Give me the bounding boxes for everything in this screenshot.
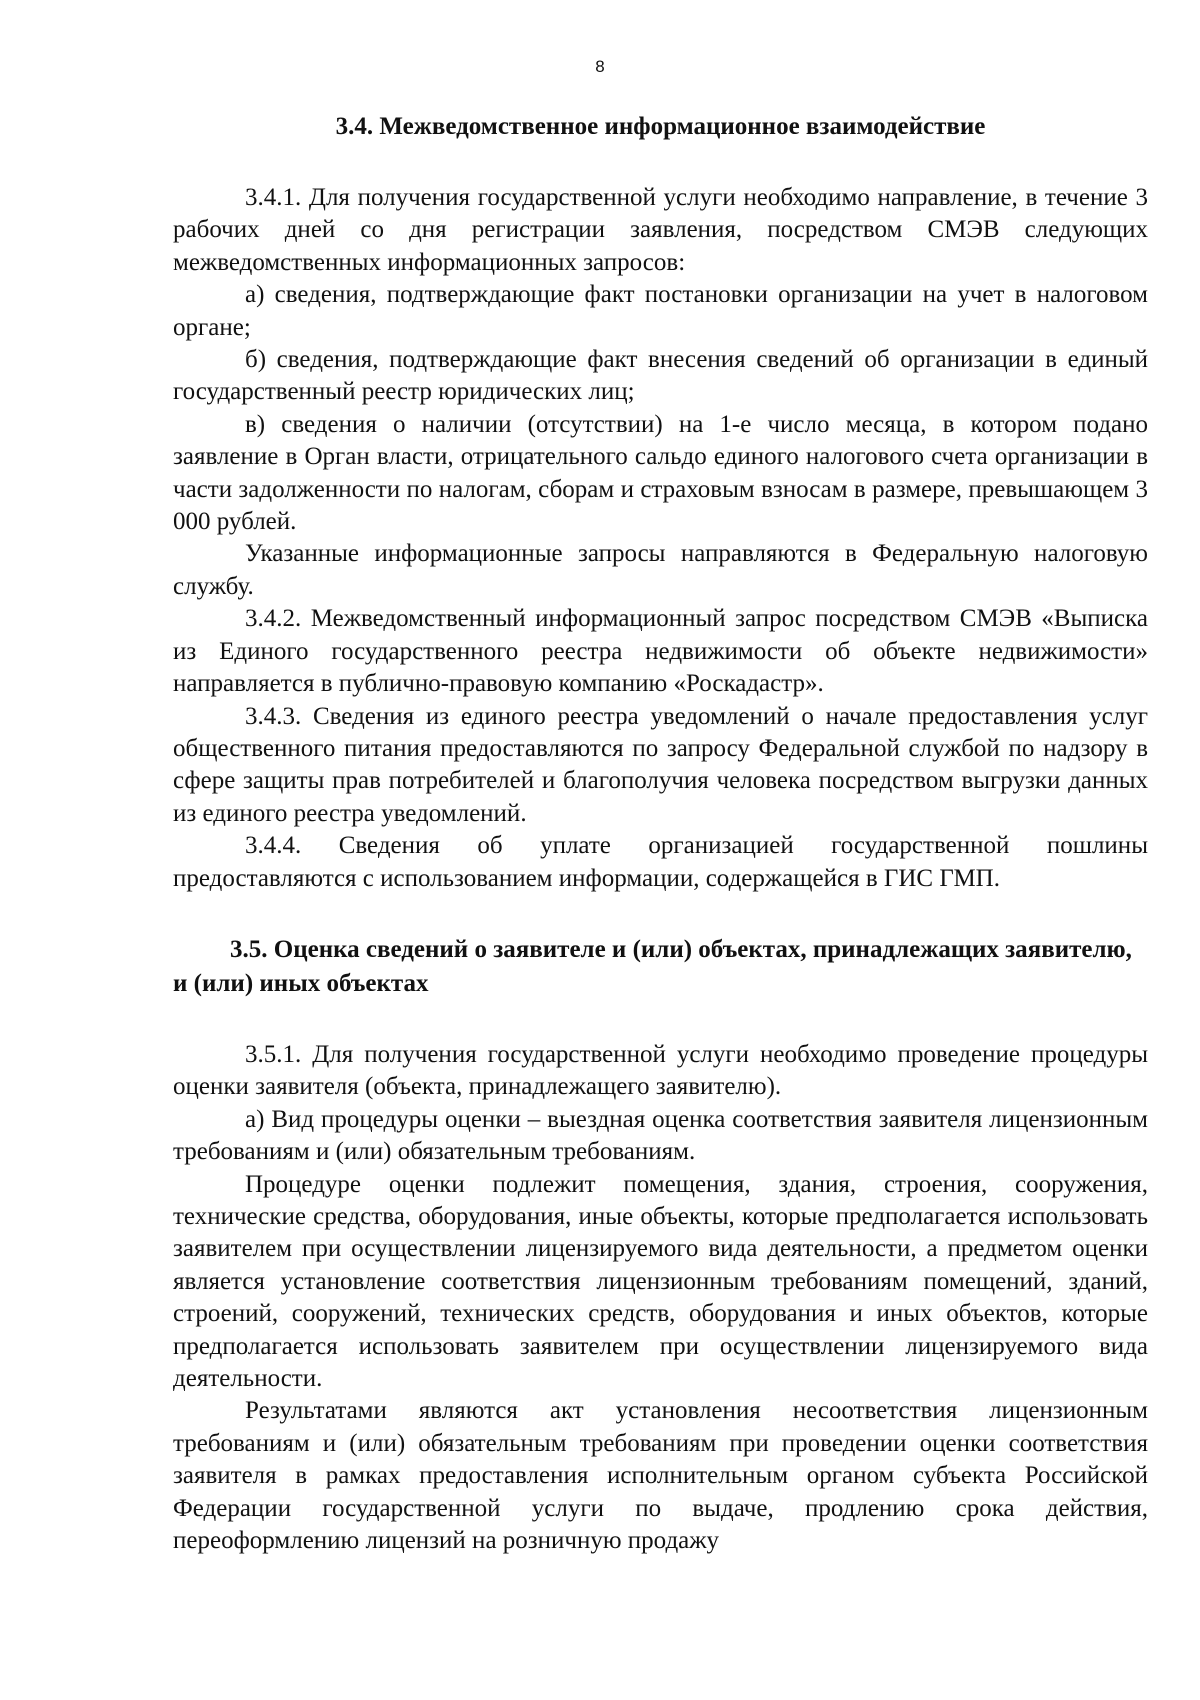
paragraph-3-5-1-a: а) Вид процедуры оценки – выездная оценка соответствия заявителя лицензионным требованиям и (или) обязательным требованиям. <box>173 1105 1148 1166</box>
paragraph-3-4-1-a: а) сведения, подтверждающие факт постановки организации на учет в налоговом органе; <box>173 281 1148 341</box>
paragraph-3-4-1-v: в) сведения о наличии (отсутствии) на 1-е число месяца, в котором подано заявление в Орган власти, отрицательного сальдо единого налогового счета организации в части задолженности по налогам, сборам и страховым взносам в размере, превышающем 3 000 рублей. <box>173 410 1148 536</box>
paragraph-3-5-1-scope: Процедуре оценки подлежит помещения, здания, строения, сооружения, технические средства, оборудования, иные объекты, которые предполагается использовать заявителем при осуществлении лицензируемого вида деятельности, а предметом оценки является установление соответствия лицензионным требованиям помещений, зданий, строений, сооружений, технических средств, оборудования и иных объектов, которые предполагается использовать заявителем при осуществлении лицензируемого вида деятельности. <box>173 1170 1148 1392</box>
section-3-4 <box>173 110 1148 895</box>
page-number: 8 <box>595 57 605 76</box>
paragraph-3-4-4: 3.4.4. Сведения об уплате организацией государственной пошлины предоставляются с использованием информации, содержащейся в ГИС ГМП. <box>173 832 1148 892</box>
paragraph-3-4-1: 3.4.1. Для получения государственной услуги необходимо направление, в течение 3 рабочих дней со дня регистрации заявления, посредством СМЭВ следующих межведомственных информационных запросов: <box>173 184 1148 276</box>
section-3-5 <box>173 933 1148 1558</box>
section-heading-3-4: 3.4. Межведомственное информационное взаимодействие <box>335 113 986 140</box>
paragraph-3-4-3: 3.4.3. Сведения из единого реестра уведомлений о начале предоставления услуг общественного питания предоставляются по запросу Федеральной службой по надзору в сфере защиты прав потребителей и благополучия человека посредством выгрузки данных из единого реестра уведомлений. <box>173 702 1148 827</box>
paragraph-3-4-1-b: б) сведения, подтверждающие факт внесения сведений об организации в единый государственный реестр юридических лиц; <box>173 346 1148 406</box>
paragraph-3-4-1-note: Указанные информационные запросы направляются в Федеральную налоговую службу. <box>173 540 1148 600</box>
section-heading-3-5: 3.5. Оценка сведений о заявителе и (или) объектах, принадлежащих заявителю, и (или) иных объектах <box>173 935 1132 997</box>
paragraph-3-5-1-results: Результатами являются акт установления несоответствия лицензионным требованиям и (или) обязательным требованиям при проведении оценки соответствия заявителя в рамках предоставления исполнительным органом субъекта Российской Федерации государственной услуги по выдаче, продлению срока действия, переоформлению лицензий на розничную продажу <box>173 1397 1148 1555</box>
paragraph-3-4-2: 3.4.2. Межведомственный информационный запрос посредством СМЭВ «Выписка из Единого государственного реестра недвижимости об объекте недвижимости» направляется в публично-правовую компанию «Роскадастр». <box>173 605 1148 698</box>
paragraph-3-5-1: 3.5.1. Для получения государственной услуги необходимо проведение процедуры оценки заявителя (объекта, принадлежащего заявителю). <box>173 1040 1148 1101</box>
document-body <box>173 110 1148 1557</box>
